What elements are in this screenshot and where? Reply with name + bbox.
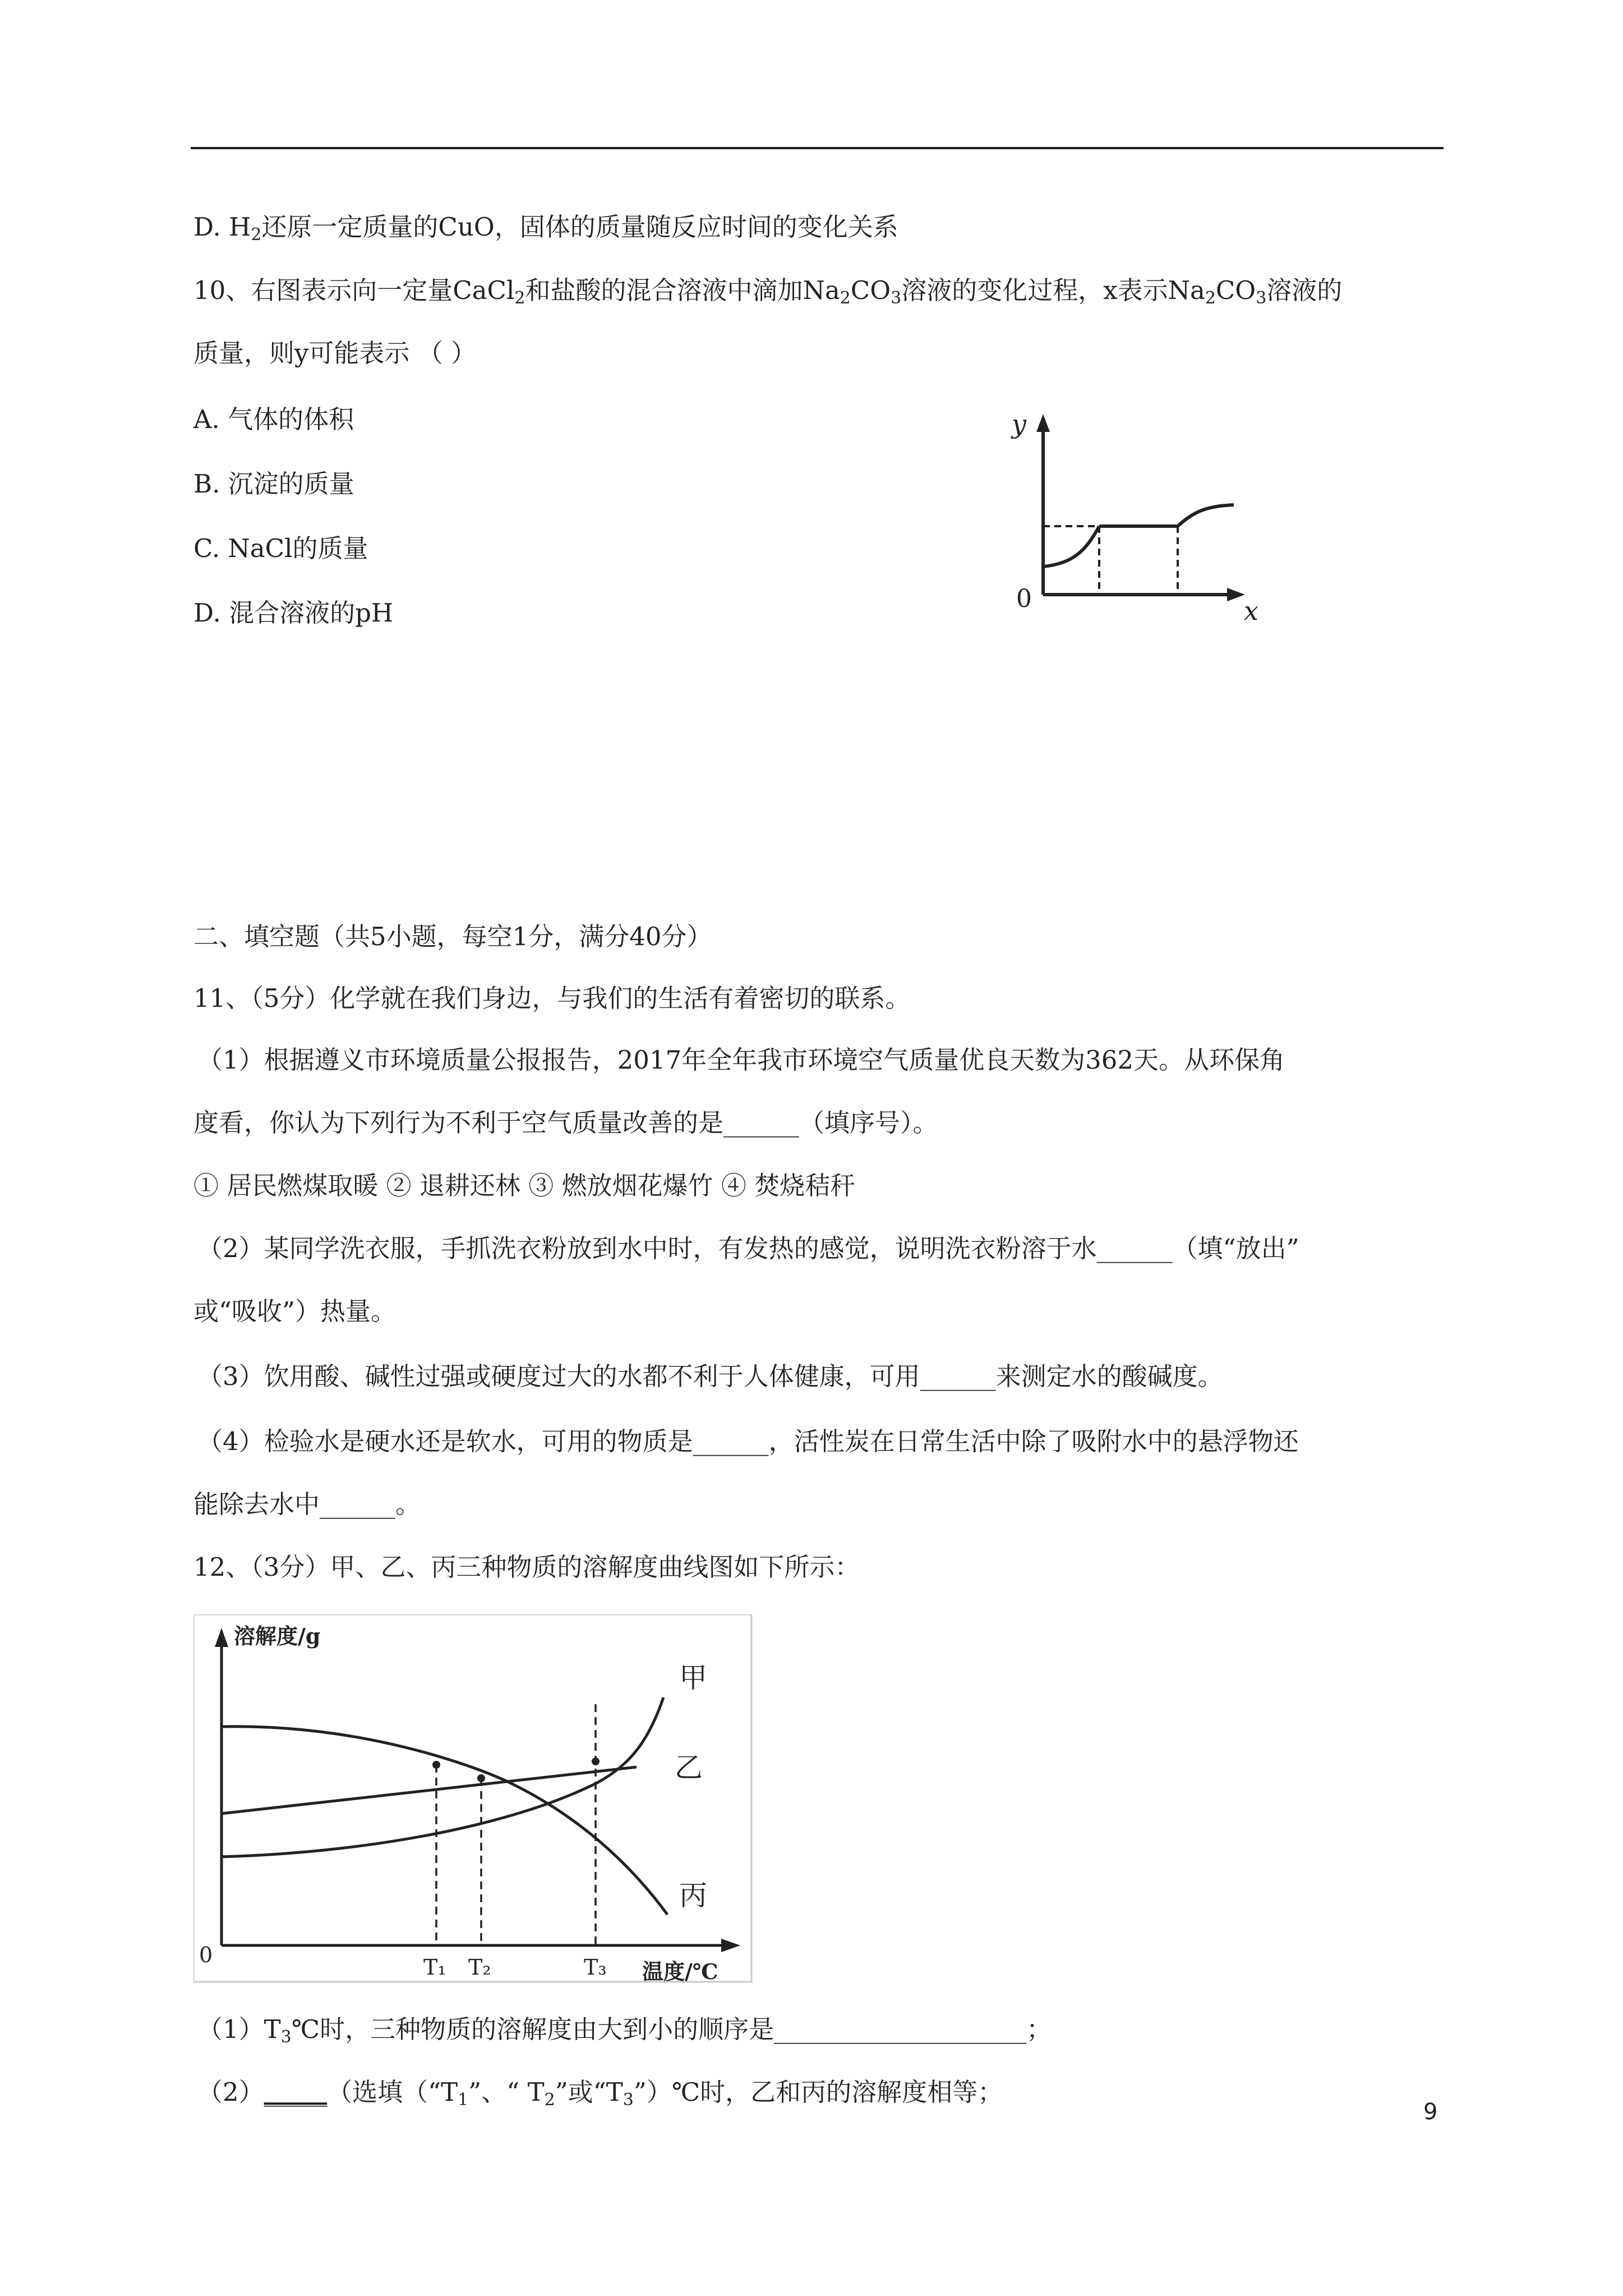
q11-p2-line2: 或“吸收”）热量。 <box>193 1296 396 1326</box>
q12-label-yi: 乙 <box>675 1751 703 1784</box>
q10-origin: 0 <box>1016 585 1032 613</box>
q10-stem-line2: 质量，则y可能表示 （ ） <box>193 338 477 368</box>
q12-point-t2 <box>477 1774 485 1782</box>
q10-stem-line1: 10、右图表示向一定量CaCl$_2$和盐酸的混合溶液中滴加$Na_2CO_3$溶液的变化过程，x表示$Na_2CO_3$溶液的 <box>193 275 1343 308</box>
q12-x-arrow <box>721 1939 740 1952</box>
q12-tick-t2: T₂ <box>468 1955 491 1980</box>
q10-curve-start <box>1043 526 1099 567</box>
q12-curve-bing <box>222 1727 667 1915</box>
q11-p1-choices: ① 居民燃煤取暖 ② 退耕还林 ③ 燃放烟花爆竹 ④ 焚烧秸秆 <box>193 1171 856 1200</box>
q9-option-d: D. $H_2$还原一定质量的CuO，固体的质量随反应时间的变化关系 <box>193 212 898 245</box>
q11-p4-line1: （4）检验水是硬水还是软水，可用的物质是______，活性炭在日常生活中除了吸附水中的悬浮物还 <box>197 1427 1299 1456</box>
header-rule <box>191 147 1444 149</box>
q11-p1-line2: 度看，你认为下列行为不利于空气质量改善的是______（填序号）。 <box>193 1108 938 1138</box>
q12-point-t3-yi <box>592 1757 600 1765</box>
q12-figure <box>193 1614 754 1985</box>
q12-stem: 12、（3分）甲、乙、丙三种物质的溶解度曲线图如下所示： <box>193 1552 860 1582</box>
q10-x-arrow <box>1227 588 1245 601</box>
q12-p1: $(1)T_3℃$时，三种物质的溶解度由大到小的顺序是____________________； <box>197 2014 1052 2047</box>
q12-tick-t3: T₃ <box>584 1955 607 1980</box>
q11-stem: 11、（5分）化学就在我们身边，与我们的生活有着密切的联系。 <box>193 983 911 1013</box>
q12-origin: 0 <box>199 1943 213 1967</box>
section2-heading: 二、填空题（共5小题，每空1分，满分40分） <box>193 922 712 951</box>
q10-option-a: A. 气体的体积 <box>193 404 354 434</box>
q11-p3: （3）饮用酸、碱性过强或硬度过大的水都不利于人体健康，可用______来测定水的酸碱度。 <box>197 1361 1223 1391</box>
q12-curve-jia <box>222 1697 663 1857</box>
q10-option-b: B. 沉淀的质量 <box>193 469 354 499</box>
q12-frame <box>193 1614 751 1982</box>
q12-p2: （2）_____（选填（“$T_1$”、“ $T_2$”或“$T_3”)℃$时，乙和丙的溶解度相等； <box>197 2077 1003 2110</box>
q12-y-arrow <box>215 1628 228 1647</box>
q12-y-label: 溶解度/g <box>234 1623 321 1649</box>
page-number: 9 <box>1423 2099 1438 2125</box>
q10-option-d: D. 混合溶液的pH <box>193 598 394 628</box>
q12-x-label: 温度/℃ <box>642 1959 718 1984</box>
q10-option-c: C. NaCl的质量 <box>193 533 368 563</box>
q11-p4-line2: 能除去水中______。 <box>193 1489 421 1519</box>
q12-curve-yi <box>222 1767 637 1814</box>
q11-p1-line1: （1）根据遵义市环境质量公报报告，2017年全年我市环境空气质量优良天数为362天。从环保角 <box>197 1045 1285 1075</box>
q12-label-bing: 丙 <box>679 1879 707 1912</box>
q12-label-jia: 甲 <box>679 1662 707 1694</box>
q12-tick-t1: T₁ <box>423 1955 446 1980</box>
q10-x-label: x <box>1244 596 1258 626</box>
q10-y-label: y <box>1012 409 1026 439</box>
q12-point-t1 <box>432 1761 440 1769</box>
q10-y-arrow <box>1036 414 1050 432</box>
q10-curve-end <box>1178 505 1234 526</box>
q10-figure <box>1009 404 1273 628</box>
q11-p2-line1: （2）某同学洗衣服，手抓洗衣粉放到水中时，有发热的感觉，说明洗衣粉溶于水______（填“放出” <box>197 1234 1299 1263</box>
